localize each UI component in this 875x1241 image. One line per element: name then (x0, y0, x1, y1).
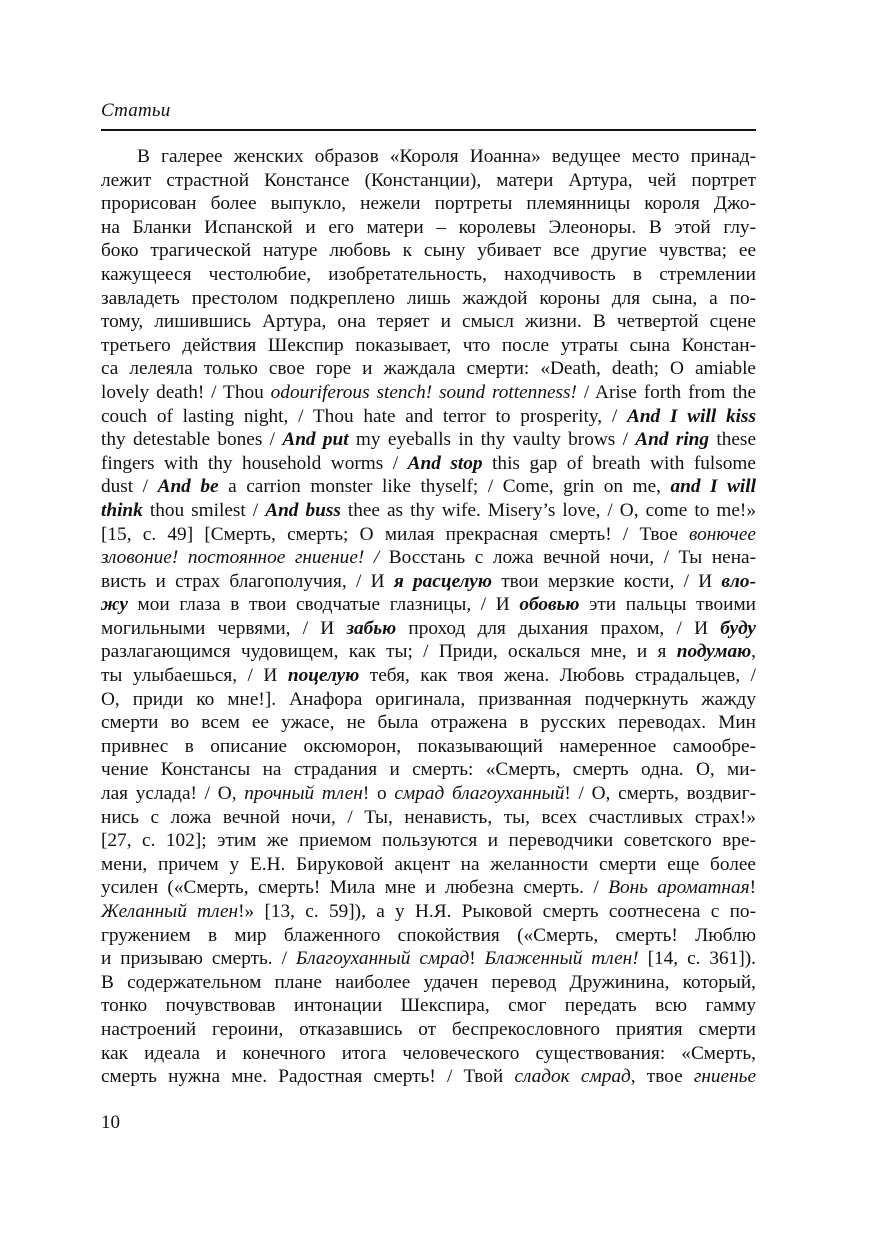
text-segment: лежит страстной Констансе (Констанции), матери Артура, чей портрет (101, 169, 756, 191)
text-segment: смерти во всем ее ужасе, не была отражена в русских переводах. Мин (101, 712, 756, 734)
text-segment: смрад благоуханный (394, 783, 565, 805)
text-segment: жу (101, 594, 128, 616)
text-segment: могильными червями, / И (101, 617, 347, 639)
text-segment: подумаю (676, 641, 752, 663)
text-segment: Блаженный тлен! (484, 948, 639, 970)
text-segment: прорисован более выпукло, нежели портреты племянницы короля Джо- (101, 193, 756, 215)
text-segment: my eyeballs in thy vaulty brows / (348, 429, 636, 451)
text-line (101, 640, 756, 664)
text-line (101, 1018, 756, 1042)
text-segment: and I will (670, 476, 757, 498)
text-segment: Вонь ароматная (608, 877, 750, 899)
text-segment: [15, с. 49] [Смерть, смерть; О милая прекрасная смерть! / Твое (101, 523, 690, 545)
text-line (101, 546, 756, 570)
text-segment: зловоние! постоянное гниение! / (101, 547, 380, 569)
text-line (101, 971, 756, 995)
text-segment: усилен («Смерть, смерть! Мила мне и любезна смерть. / (101, 877, 609, 899)
text-line (101, 239, 756, 263)
text-segment: [14, с. 361]). (638, 948, 756, 970)
text-segment: В содержательном плане наиболее удачен перевод Дружинина, который, (101, 971, 756, 993)
text-segment: прочный тлен (244, 783, 363, 805)
text-segment: забью (346, 617, 397, 639)
text-segment: / Arise forth from the (576, 381, 756, 403)
text-line (101, 688, 756, 712)
text-segment: ! / О, смерть, воздвиг- (564, 783, 757, 805)
text-segment: Благоуханный смрад (295, 948, 470, 970)
text-segment: And ring (635, 429, 710, 451)
text-line (101, 263, 756, 287)
text-segment: третьего действия Шекспир показывает, что после утраты сына Констан- (101, 334, 756, 356)
text-segment: , твое (630, 1066, 694, 1088)
text-segment: твои мерзкие кости, / И (491, 570, 722, 592)
text-segment: Восстань с ложа вечной ночи, / Ты нена- (379, 547, 756, 569)
text-segment: гружением в мир блаженного спокойствия («Смерть, смерть! Люблю (101, 924, 756, 946)
text-segment: And stop (407, 452, 483, 474)
text-line (101, 287, 756, 311)
text-segment: [27, с. 102]; этим же приемом пользуются и переводчики советского вре- (101, 830, 756, 852)
text-line (101, 947, 756, 971)
text-line (101, 169, 756, 193)
text-line (101, 735, 756, 759)
text-segment: висть и страх благополучия, / И (101, 570, 394, 592)
text-segment: ты улыбаешься, / И (101, 665, 288, 687)
text-segment: ! (749, 877, 757, 899)
text-segment: a carrion monster like thyself; / Come, grin on me, (218, 476, 671, 498)
text-segment: thou smilest / (142, 499, 266, 521)
text-segment: тонко почувствовав интонации Шекспира, смог передать всю гамму (101, 995, 756, 1017)
text-line (101, 994, 756, 1018)
text-segment: боко трагической натуре любовь к сыну убивает все другие чувства; ее (101, 240, 756, 262)
text-segment: And buss (265, 499, 341, 521)
text-line (101, 806, 756, 830)
text-line (101, 405, 756, 429)
header-rule (101, 129, 756, 131)
text-line (101, 145, 756, 169)
text-segment: лая услада! / О, (101, 783, 245, 805)
text-segment: смерть нужна мне. Радостная смерть! / Твой (101, 1066, 515, 1088)
text-segment: я расцелую (393, 570, 492, 592)
text-segment: тому, лишившись Артура, она теряет и смысл жизни. В четвертой сцене (101, 311, 756, 333)
text-segment: привнес в описание оксюморон, показывающий намеренное самообре- (101, 735, 756, 757)
text-segment: чение Констансы на страдания и смерть: «Смерть, смерть одна. О, ми- (101, 759, 756, 781)
text-segment: , (751, 641, 756, 663)
text-segment: эти пальцы твоими (579, 594, 756, 616)
text-line (101, 876, 756, 900)
running-head-section-title: Статьи (101, 100, 171, 121)
text-segment: буду (720, 617, 756, 639)
text-line (101, 924, 756, 948)
text-segment: кажущееся честолюбие, изобретательность, находчивость в стремлении (101, 263, 756, 285)
text-line (101, 1065, 756, 1089)
text-segment: проход для дыхания прахом, / И (396, 617, 721, 639)
text-segment: вло- (721, 570, 756, 592)
text-line (101, 499, 756, 523)
text-line (101, 758, 756, 782)
text-segment: мои глаза в твои сводчатые глазницы, / И (127, 594, 520, 616)
text-segment: And put (282, 429, 349, 451)
text-segment: think (101, 499, 143, 521)
text-segment: В галерее женских образов «Короля Иоанна» ведущее место принад- (137, 146, 756, 167)
text-segment: fingers with thy household worms / (101, 452, 408, 474)
text-segment: вонючее (689, 523, 756, 545)
text-segment: разлагающимся чудовищем, как ты; / Приди, оскалься мне, и я (101, 641, 677, 663)
text-line (101, 452, 756, 476)
text-segment: these (709, 429, 756, 451)
text-segment: !» [13, с. 59]), а у Н.Я. Рыковой смерть соотнесена с по- (238, 901, 756, 922)
text-line (101, 428, 756, 452)
text-line (101, 829, 756, 853)
text-segment: на Бланки Испанской и его матери – королевы Элеоноры. В этой глу- (101, 216, 756, 238)
text-segment: гниенье (693, 1066, 756, 1088)
page-number: 10 (101, 1112, 120, 1133)
text-segment: обовью (519, 594, 580, 616)
text-line (101, 853, 756, 877)
text-segment: couch of lasting night, / Thou hate and terror to prosperity, / (101, 405, 627, 427)
text-line (101, 381, 756, 405)
text-segment: thy detestable bones / (101, 429, 283, 451)
text-segment: And I will kiss (626, 405, 756, 427)
text-line (101, 523, 756, 547)
text-line (101, 357, 756, 381)
text-segment: this gap of breath with fulsome (482, 452, 756, 474)
text-line (101, 216, 756, 240)
text-line (101, 570, 756, 594)
text-line (101, 782, 756, 806)
article-body (101, 145, 756, 1089)
text-segment: как идеала и конечного итога человеческого существования: «Смерть, (101, 1042, 756, 1064)
text-segment: завладеть престолом подкреплено лишь жаждой короны для сына, а по- (101, 287, 756, 309)
text-segment: поцелую (287, 665, 360, 687)
text-segment: са лелеяла только свое горе и жаждала смерти: «Death, death; O amiable (101, 358, 756, 380)
text-line (101, 334, 756, 358)
text-line (101, 310, 756, 334)
text-line (101, 711, 756, 735)
text-segment: О, приди ко мне!]. Анафора оригинала, призванная подчеркнуть жажду (101, 688, 756, 710)
text-line (101, 593, 756, 617)
text-segment: dust / (101, 476, 158, 498)
text-segment: lovely death! / Thou (101, 381, 271, 403)
text-segment: сладок смрад (514, 1066, 631, 1088)
text-line (101, 617, 756, 641)
text-segment: нись с ложа вечной ночи, / Ты, ненависть, ты, всех счастливых страх!» (101, 806, 756, 828)
text-line (101, 192, 756, 216)
text-segment: настроений героини, отказавшись от беспрекословного приятия смерти (101, 1018, 756, 1040)
text-segment: ! о (362, 783, 395, 805)
text-line (101, 664, 756, 688)
text-segment: thee as thy wife. Misery’s love, / O, come to me!» (340, 499, 756, 521)
text-segment: And be (157, 476, 219, 498)
text-segment: тебя, как твоя жена. Любовь страдальцев, / (359, 665, 756, 687)
text-segment: odouriferous stench! sound rottenness! (270, 381, 577, 403)
text-line (101, 1042, 756, 1066)
text-line (101, 475, 756, 499)
text-segment: Желанный тлен (101, 901, 239, 922)
text-line (101, 900, 756, 924)
text-segment: мени, причем у Е.Н. Бируковой акцент на желанности смерти еще более (101, 853, 756, 875)
text-segment: ! (469, 948, 485, 970)
text-segment: и призываю смерть. / (101, 948, 296, 970)
